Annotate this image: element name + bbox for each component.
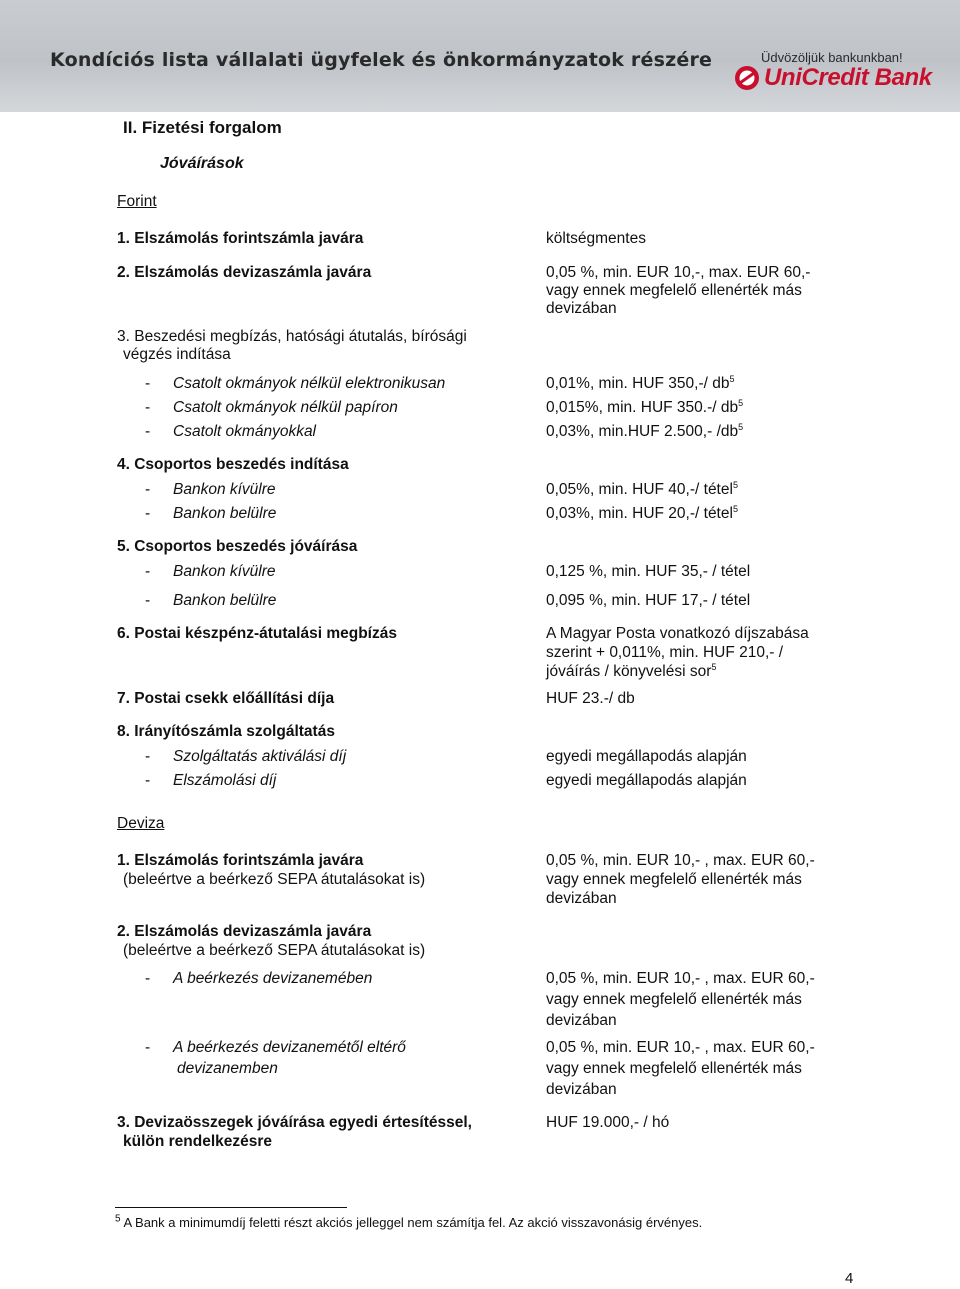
dash: - [145,563,151,580]
footnote-ref: 5 [732,503,738,514]
section-subtitle: Jóváírások [160,155,244,172]
deviza-item-3-value: HUF 19.000,- / hó [546,1114,670,1131]
footnote-text: A Bank a minimumdíj feletti részt akciós jelleggel nem számítja fel. Az akció visszavonásig érvényes. [123,1215,703,1230]
forint-item-4-label: 4. Csoportos beszedés indítása [117,456,349,473]
deviza-item-3-label-1: 3. Devizaösszegek jóváírása egyedi értesítéssel, [117,1114,472,1131]
footnote-divider [115,1207,347,1208]
forint-item-4-sub-2-value: 0,03%, min. HUF 20,-/ tétel$^5$ [546,503,738,522]
forint-item-3-label-1: 3. Beszedési megbízás, hatósági átutalás, bírósági [117,328,467,345]
forint-item-1-label: 1. Elszámolás forintszámla javára [117,230,364,247]
forint-item-3-sub-2-label: Csatolt okmányok nélkül papíron [173,399,398,416]
deviza-item-2-sub-1-value-2: vagy ennek megfelelő ellenérték más [546,991,802,1008]
document-title: Kondíciós lista vállalati ügyfelek és önkormányzatok részére [50,49,713,71]
footnote [115,1215,702,1232]
forint-heading: Forint [117,193,157,210]
forint-item-1-value: költségmentes [546,230,646,247]
forint-item-2-value-2: vagy ennek megfelelő ellenérték más [546,282,802,299]
dash: - [145,970,151,987]
dash: - [145,375,151,392]
deviza-heading: Deviza [117,815,165,832]
forint-item-2-value-3: devizában [546,300,617,317]
unicredit-logo-icon [734,65,760,91]
page-number: 4 [845,1270,854,1287]
forint-item-7-value: HUF 23.-/ db [546,690,635,707]
bank-name: UniCredit Bank [764,64,932,92]
deviza-item-1-value-3: devizában [546,890,617,907]
forint-item-4-sub-2-label: Bankon belülre [173,505,277,522]
deviza-item-1-label-2: (beleértve a beérkező SEPA átutalásokat is) [123,871,426,888]
deviza-item-2-label-1: 2. Elszámolás devizaszámla javára [117,923,372,940]
forint-item-4-sub-1-value: 0,05%, min. HUF 40,-/ tétel$^5$ [546,479,738,498]
deviza-item-2-sub-2-label-2: devizanemben [177,1060,278,1077]
bank-logo [734,64,932,92]
forint-item-5-sub-2-value: 0,095 %, min. HUF 17,- / tétel [546,592,751,609]
dash: - [145,505,151,522]
dash: - [145,772,151,789]
deviza-item-2-sub-2-value-2: vagy ennek megfelelő ellenérték más [546,1060,802,1077]
forint-item-5-sub-1-value: 0,125 %, min. HUF 35,- / tétel [546,563,751,580]
footnote-ref: 5 [732,479,738,490]
dash: - [145,423,151,440]
deviza-item-1-value-1: 0,05 %, min. EUR 10,- , max. EUR 60,- [546,852,815,869]
header-banner [0,0,960,112]
forint-item-2-label: 2. Elszámolás devizaszámla javára [117,264,372,281]
forint-item-8-label: 8. Irányítószámla szolgáltatás [117,723,335,740]
forint-item-8-sub-2-label: Elszámolási díj [173,772,277,789]
forint-item-4-sub-1-label: Bankon kívülre [173,481,276,498]
dash: - [145,481,151,498]
deviza-item-2-sub-2-label-1: A beérkezés devizanemétől eltérő [173,1039,406,1056]
forint-item-8-sub-1-value: egyedi megállapodás alapján [546,748,747,765]
deviza-item-2-sub-1-value-3: devizában [546,1012,617,1029]
footnote-mark: 5 [115,1213,121,1225]
forint-item-7-label: 7. Postai csekk előállítási díja [117,690,335,707]
forint-item-5-sub-1-label: Bankon kívülre [173,563,276,580]
dash: - [145,592,151,609]
forint-item-5-sub-2-label: Bankon belülre [173,592,277,609]
forint-item-6-label: 6. Postai készpénz-átutalási megbízás [117,625,397,642]
deviza-item-2-sub-2-value-3: devizában [546,1081,617,1098]
footnote-ref: 5 [729,373,735,384]
footnote-ref: 5 [711,661,717,672]
deviza-item-2-sub-1-value-1: 0,05 %, min. EUR 10,- , max. EUR 60,- [546,970,815,987]
dash: - [145,1039,151,1056]
footnote-ref: 5 [738,397,744,408]
dash: - [145,748,151,765]
forint-item-3-sub-1-value: 0,01%, min. HUF 350,-/ $db^5$ [546,373,735,392]
deviza-item-2-sub-2-value-1: 0,05 %, min. EUR 10,- , max. EUR 60,- [546,1039,815,1056]
deviza-item-2-sub-1-label: A beérkezés devizanemében [173,970,373,987]
deviza-item-1-label-1: 1. Elszámolás forintszámla javára [117,852,364,869]
forint-item-6-value-2: szerint + 0,011%, min. HUF 210,- / [546,644,784,661]
deviza-item-3-label-2: külön rendelkezésre [123,1133,273,1150]
forint-item-8-sub-1-label: Szolgáltatás aktiválási díj [173,748,347,765]
forint-item-6-value-1: A Magyar Posta vonatkozó díjszabása [546,625,809,642]
forint-item-6-value-3: jóváírás / könyvelési sor$^5$ [546,661,717,680]
dash: - [145,399,151,416]
forint-item-5-label: 5. Csoportos beszedés jóváírása [117,538,358,555]
forint-item-3-sub-1-label: Csatolt okmányok nélkül elektronikusan [173,375,446,392]
forint-item-3-sub-2-value: 0,015%, min. HUF 350.-/ $db^5$ [546,397,744,416]
section-title: II. Fizetési forgalom [123,118,282,137]
forint-item-3-sub-3-label: Csatolt okmányokkal [173,423,317,440]
forint-item-8-sub-2-value: egyedi megállapodás alapján [546,772,747,789]
deviza-item-2-label-2: (beleértve a beérkező SEPA átutalásokat is) [123,942,426,959]
footnote-ref: 5 [738,421,744,432]
deviza-item-1-value-2: vagy ennek megfelelő ellenérték más [546,871,802,888]
forint-item-3-sub-3-value: 0,03%, min.HUF 2.500,- $/db^5$ [546,421,744,440]
welcome-text: Üdvözöljük bankunkban! [761,50,903,65]
forint-item-3-label-2: végzés indítása [123,346,231,363]
forint-item-2-value-1: 0,05 %, min. EUR 10,-, max. EUR 60,- [546,264,811,281]
